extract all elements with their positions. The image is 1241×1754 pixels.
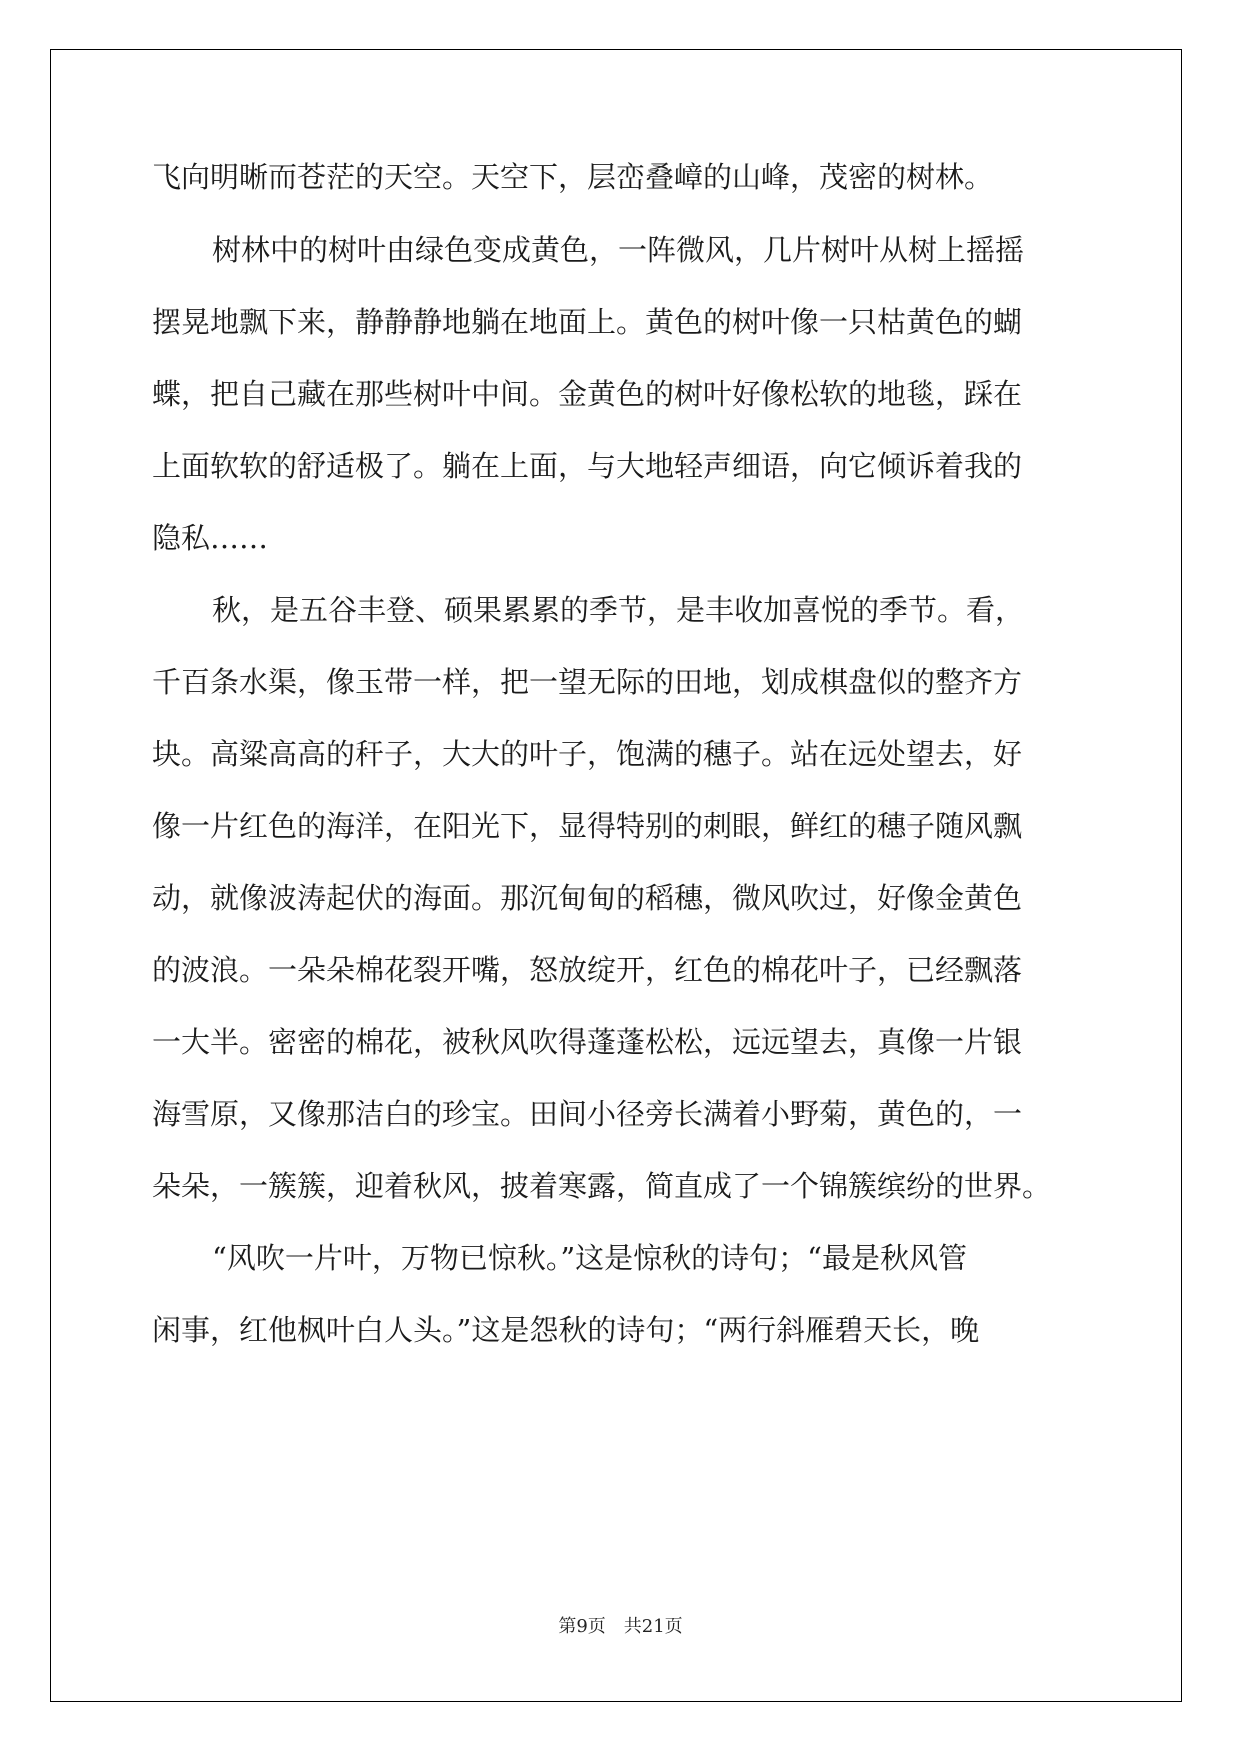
text-line: 飞向明晰而苍茫的天空。天空下，层峦叠嶂的山峰，茂密的树林。 (152, 160, 994, 194)
text-line: 动，就像波涛起伏的海面。那沉甸甸的稻穗，微风吹过，好像金黄色 (152, 881, 1023, 915)
text-line: 闲事，红他枫叶白人头。”这是怨秋的诗句；“两行斜雁碧天长，晚 (152, 1313, 980, 1347)
page-border (50, 49, 1182, 1702)
page-label: 第 (558, 1616, 577, 1637)
text-line: 树林中的树叶由绿色变成黄色，一阵微风，几片树叶从树上摇摇 (212, 233, 1025, 267)
text-line: 上面软软的舒适极了。躺在上面，与大地轻声细语，向它倾诉着我的 (152, 449, 1023, 483)
total-suffix: 页 (664, 1616, 683, 1637)
text-line: 摆晃地飘下来，静静静地躺在地面上。黄色的树叶像一只枯黄色的蝴 (152, 305, 1023, 339)
page-footer (0, 1615, 1241, 1639)
total-label: 共 (623, 1616, 642, 1637)
text-line: 秋，是五谷丰登、硕果累累的季节，是丰收加喜悦的季节。看， (212, 593, 1025, 627)
text-line: 隐私…… (152, 521, 269, 555)
text-line: 千百条水渠，像玉带一样，把一望无际的田地，划成棋盘似的整齐方 (152, 665, 1023, 699)
total-number: 21 (641, 1616, 665, 1637)
text-line: 像一片红色的海洋，在阳光下，显得特别的刺眼，鲜红的穗子随风飘 (152, 809, 1023, 843)
text-line: 块。高粱高高的秆子，大大的叶子，饱满的穗子。站在远处望去，好 (152, 737, 1023, 771)
text-line: 的波浪。一朵朵棉花裂开嘴，怒放绽开，红色的棉花叶子，已经飘落 (152, 953, 1023, 987)
page-suffix: 页 (587, 1616, 606, 1637)
text-line: 海雪原，又像那洁白的珍宝。田间小径旁长满着小野菊，黄色的，一 (152, 1097, 1023, 1131)
text-line: 朵朵，一簇簇，迎着秋风，披着寒露，简直成了一个锦簇缤纷的世界。 (152, 1169, 1052, 1203)
text-line: 蝶，把自己藏在那些树叶中间。金黄色的树叶好像松软的地毯，踩在 (152, 377, 1023, 411)
text-line: “风吹一片叶，万物已惊秋。”这是惊秋的诗句；“最是秋风管 (212, 1241, 967, 1275)
text-line: 一大半。密密的棉花，被秋风吹得蓬蓬松松，远远望去，真像一片银 (152, 1025, 1023, 1059)
page-number: 9 (576, 1616, 588, 1637)
